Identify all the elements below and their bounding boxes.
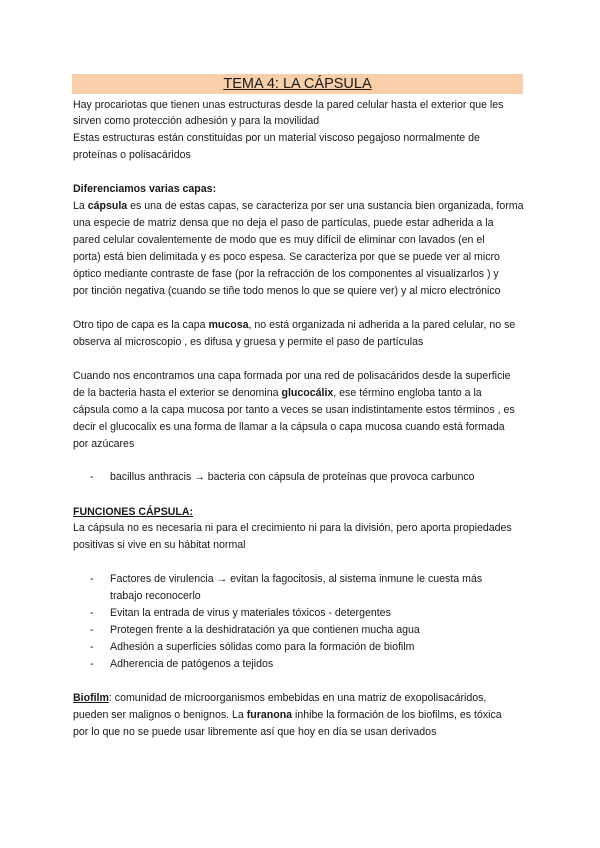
capsule-line-2: una especie de matriz densa que no deja el paso de partículas, puede estar adherida a la (73, 217, 494, 229)
bullet-dash: - (90, 573, 94, 585)
text-run: Otro tipo de capa es la capa (73, 319, 209, 331)
mucosa-line-1 (73, 319, 515, 332)
glucocalix-line-3: cápsula como a la capa mucosa por tanto a veces se usan indistintamente estos términos , es (73, 404, 515, 416)
term-biofilm: Biofilm (73, 692, 109, 704)
bullet-dash: - (90, 471, 94, 483)
glucocalix-line-4: decir el glucocalix es una forma de llamar a la cápsula o capa mucosa cuando está formada (73, 421, 505, 433)
text-run: La (73, 200, 88, 212)
text-run: de la bacteria hasta el exterior se denomina (73, 387, 282, 399)
function-item-1-cont: trabajo reconocerlo (110, 590, 201, 602)
term-glucocalix: glucocálix (281, 387, 334, 399)
title-highlight (72, 74, 523, 94)
biofilm-line-1 (73, 692, 486, 705)
bullet-dash: - (90, 641, 94, 653)
functions-line-2: positivas si vive en su hábitat normal (73, 539, 246, 551)
bullet-dash: - (90, 607, 94, 619)
biofilm-line-3: por lo que no se puede usar libremente así que hoy en día se usan derivados (73, 726, 437, 738)
glucocalix-line-5: por azúcares (73, 438, 135, 450)
term-furanona: furanona (246, 709, 293, 721)
functions-heading: FUNCIONES CÁPSULA: (73, 506, 194, 518)
intro-line-3: Estas estructuras están constituidas por un material viscoso pegajoso normalmente de (73, 132, 480, 144)
mucosa-line-2: observa al microscopio , es difusa y gruesa y permite el paso de partículas (73, 336, 424, 348)
glucocalix-line-2 (73, 387, 482, 400)
term-mucosa: mucosa (208, 319, 249, 331)
intro-line-1: Hay procariotas que tienen unas estructuras desde la pared celular hasta el exterior que les (73, 99, 504, 111)
layers-heading: Diferenciamos varias capas: (73, 183, 217, 195)
functions-line-1: La cápsula no es necesaria ni para el crecimiento ni para la división, pero aporta propiedades (73, 522, 512, 534)
function-item-1: Factores de virulencia → evitan la fagocitosis, al sistema inmune le cuesta más (110, 573, 483, 585)
intro-line-4: proteínas o polisacáridos (73, 149, 191, 161)
page-title: TEMA 4: LA CÁPSULA (223, 76, 372, 92)
capsule-line-5: óptico mediante contraste de fase (por la refracción de los componentes al visualizarlos ) y (73, 268, 499, 280)
intro-line-2: sirven como protección adhesión y para la movilidad (73, 115, 320, 127)
function-item-4: Adhesión a superficies sólidas como para la formación de biofilm (110, 641, 415, 653)
example-item: bacillus anthracis → bacteria con cápsula de proteínas que provoca carbunco (110, 471, 475, 483)
text-run: , no está organizada ni adherida a la pared celular, no se (248, 319, 516, 331)
text-run: inhibe la formación de los biofilms, es tóxica (292, 709, 502, 721)
text-run: : comunidad de microorganismos embebidas en una matriz de exopolisacáridos, (108, 692, 487, 704)
glucocalix-line-1: Cuando nos encontramos una capa formada por una red de polisacáridos desde la superficie (73, 370, 511, 382)
function-item-2: Evitan la entrada de virus y materiales tóxicos - detergentes (110, 607, 391, 619)
text-run: es una de estas capas, se caracteriza por ser una sustancia bien organizada, forma (127, 200, 524, 212)
capsule-line-3: pared celular covalentemente de modo que es muy difícil de eliminar con lavados (en el (73, 234, 485, 246)
text-run: , ese término engloba tanto a la (333, 387, 482, 399)
bullet-dash: - (90, 658, 94, 670)
capsule-line-1 (73, 200, 524, 213)
capsule-line-6: por tinción negativa (cuando se tiñe todo menos lo que se quiere ver) y al micro electrónico (73, 285, 501, 297)
capsule-line-4: porta) está bien delimitada y es poco espesa. Se caracteriza por que se puede ver al micro (73, 251, 500, 263)
term-capsula: cápsula (87, 200, 128, 212)
text-run: pueden ser malignos o benignos. La (73, 709, 247, 721)
biofilm-line-2 (73, 709, 502, 722)
bullet-dash: - (90, 624, 94, 636)
function-item-3: Protegen frente a la deshidratación ya que contienen mucha agua (110, 624, 420, 636)
function-item-5: Adherencia de patógenos a tejidos (110, 658, 274, 670)
